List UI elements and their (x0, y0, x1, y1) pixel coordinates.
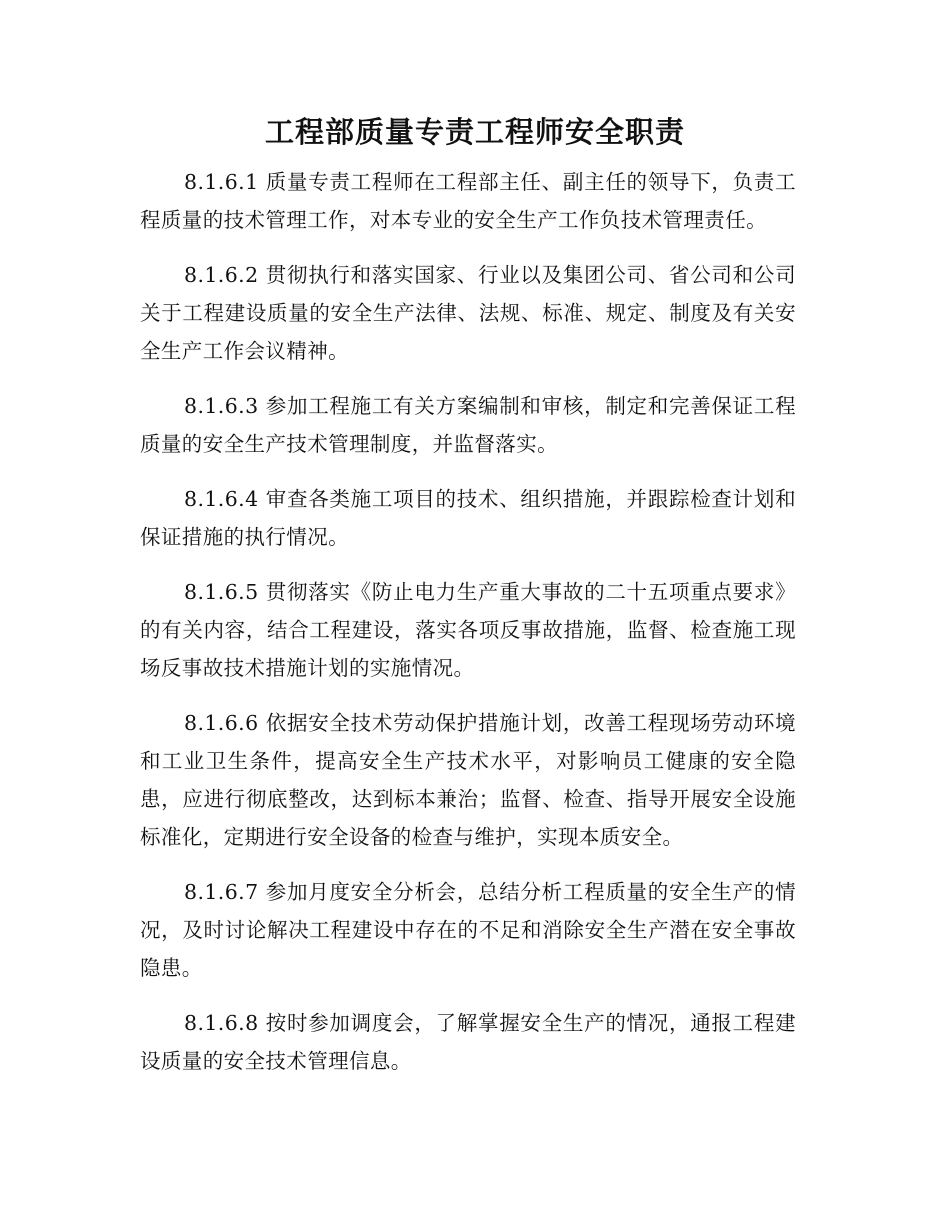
paragraph-8-1-6-1: 8.1.6.1 质量专责工程师在工程部主任、副主任的领导下，负责工程质量的技术管理工作，对本专业的安全生产工作负技术管理责任。 (140, 170, 796, 232)
paragraph-8-1-6-4: 8.1.6.4 审查各类施工项目的技术、组织措施，并跟踪检查计划和保证措施的执行情况。 (140, 487, 796, 549)
document-title: 工程部质量专责工程师安全职责 (264, 115, 685, 149)
paragraph-8-1-6-3: 8.1.6.3 参加工程施工有关方案编制和审核，制定和完善保证工程质量的安全生产技术管理制度，并监督落实。 (140, 394, 796, 456)
paragraph-8-1-6-5: 8.1.6.5 贯彻落实《防止电力生产重大事故的二十五项重点要求》的有关内容，结合工程建设，落实各项反事故措施，监督、检查施工现场反事故技术措施计划的实施情况。 (140, 580, 796, 680)
document-body (140, 163, 796, 1097)
paragraph-8-1-6-8: 8.1.6.8 按时参加调度会，了解掌握安全生产的情况，通报工程建设质量的安全技术管理信息。 (140, 1011, 796, 1073)
paragraph-8-1-6-6: 8.1.6.6 依据安全技术劳动保护措施计划，改善工程现场劳动环境和工业卫生条件，提高安全生产技术水平，对影响员工健康的安全隐患，应进行彻底整改，达到标本兼治；监督、检查、指导开展安全设施标准化，定期进行安全设备的检查与维护，实现本质安全。 (140, 711, 796, 849)
paragraph-8-1-6-2: 8.1.6.2 贯彻执行和落实国家、行业以及集团公司、省公司和公司关于工程建设质量的安全生产法律、法规、标准、规定、制度及有关安全生产工作会议精神。 (140, 263, 796, 363)
paragraph-8-1-6-7: 8.1.6.7 参加月度安全分析会，总结分析工程质量的安全生产的情况，及时讨论解决工程建设中存在的不足和消除安全生产潜在安全事故隐患。 (140, 880, 796, 980)
